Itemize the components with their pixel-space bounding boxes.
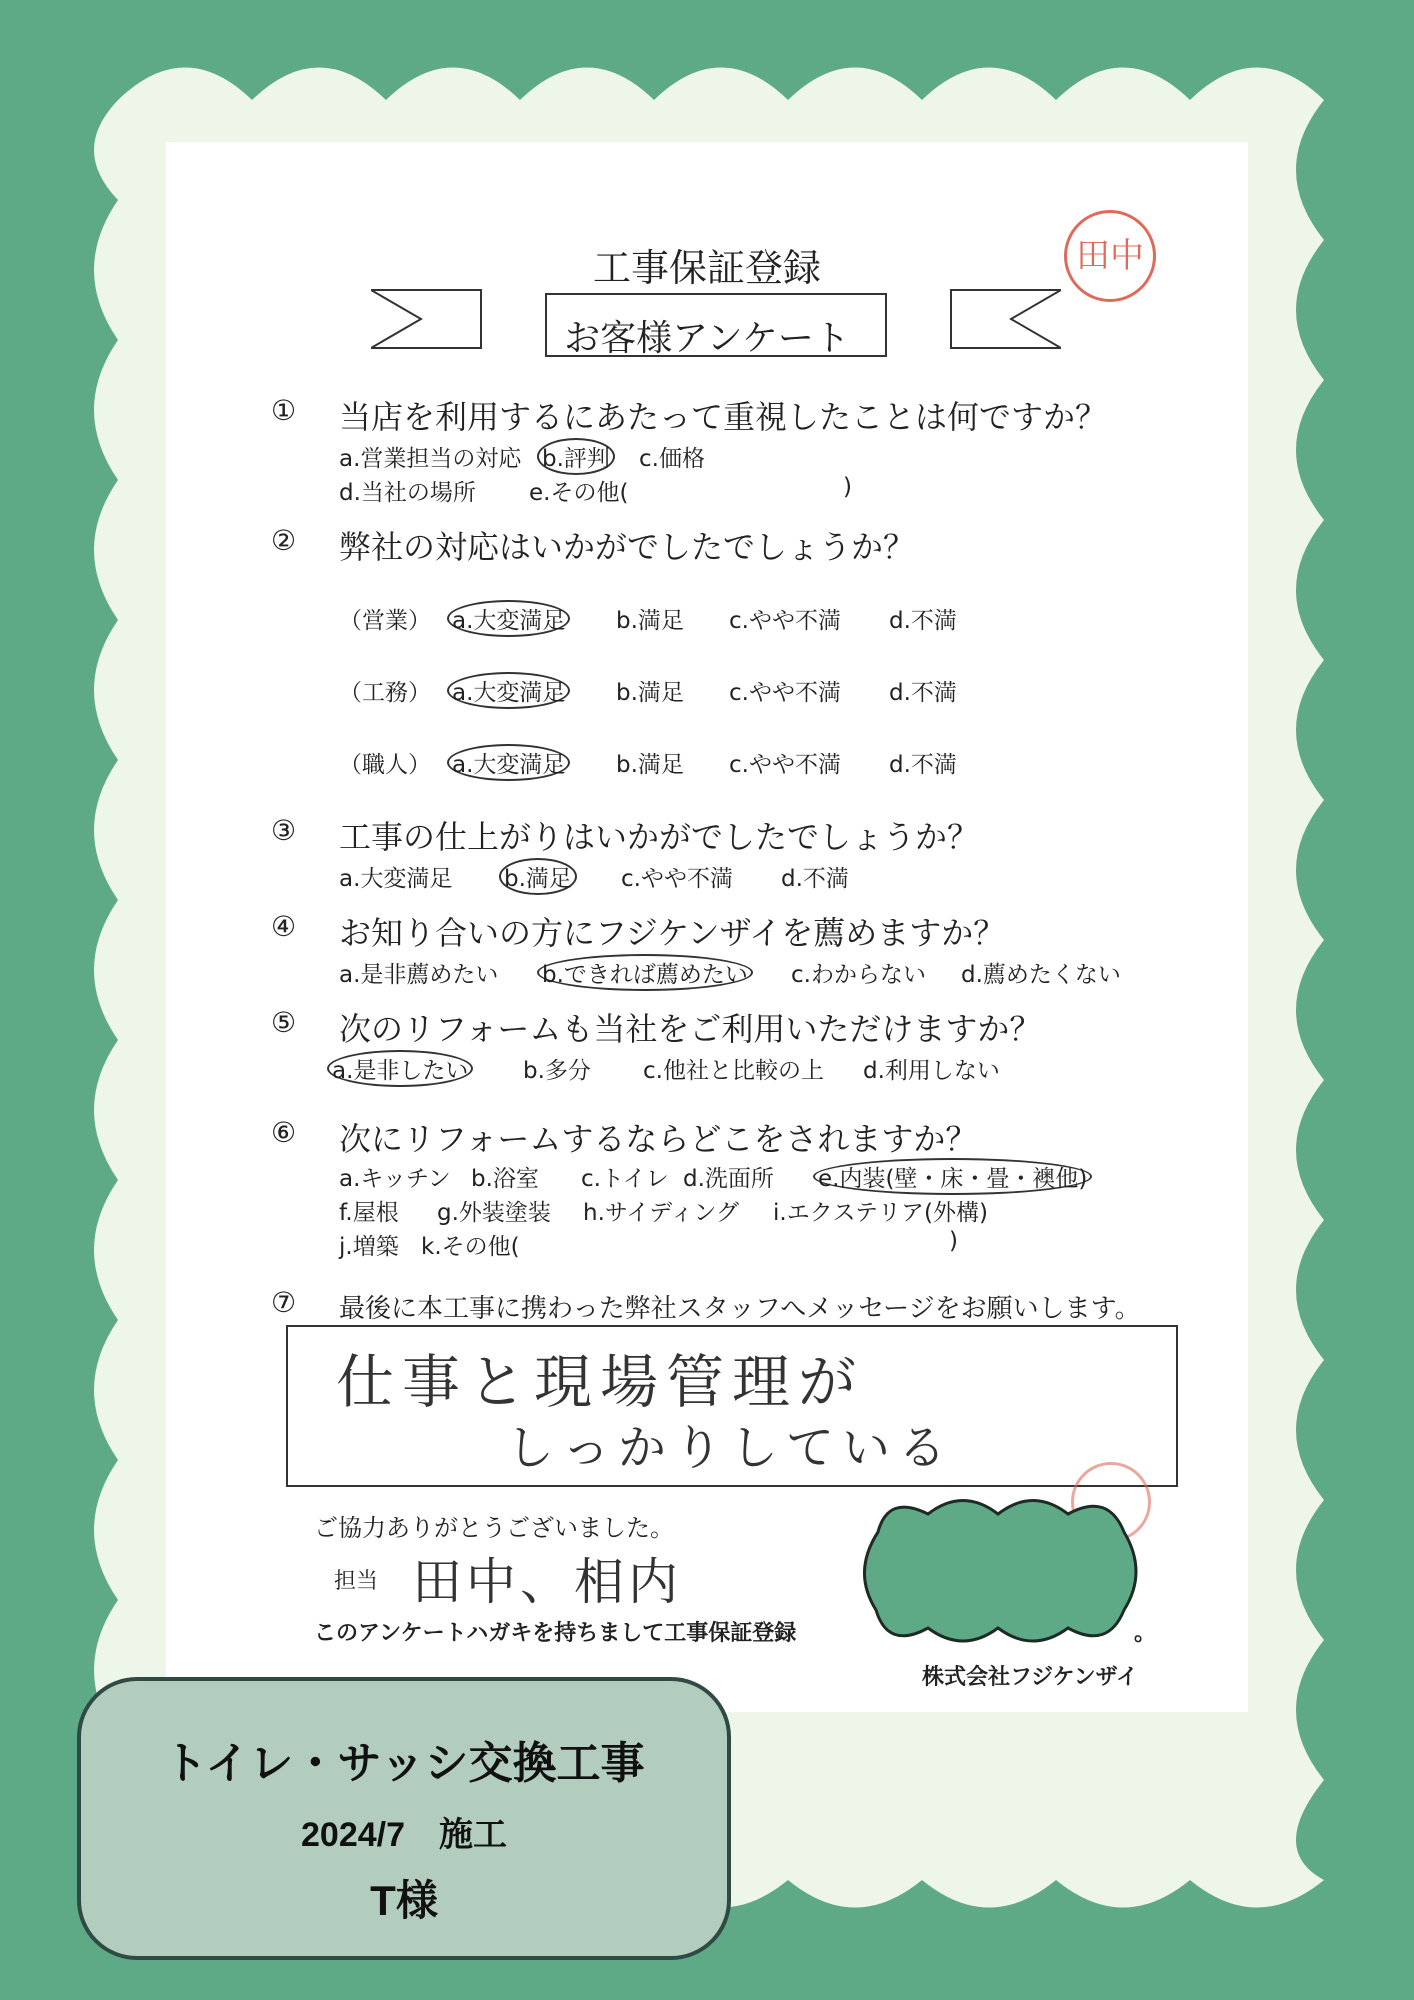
q1-option-b[interactable]: b.評判: [537, 438, 615, 475]
q6-text: 次にリフォームするならどこをされますか？: [339, 1120, 978, 1158]
staff-label: 担当: [334, 1569, 379, 1594]
q1-option-e-close: ): [843, 474, 852, 500]
q6-option-d[interactable]: d.洗面所: [683, 1166, 774, 1192]
q5-text: 次のリフォームも当社をご利用いただけますか？: [339, 1010, 1042, 1048]
q3-option-b[interactable]: b.満足: [499, 858, 577, 895]
q2-number: ②: [271, 524, 297, 557]
q5-option-c[interactable]: c.他社と比較の上: [643, 1058, 824, 1084]
q1-text: 当店を利用するにあたって重視したことは何ですか？: [339, 398, 1108, 436]
q2-row3-option-a[interactable]: a.大変満足: [447, 744, 570, 781]
q1-option-c[interactable]: c.価格: [639, 446, 705, 472]
q2-row1-option-c[interactable]: c.やや不満: [729, 608, 841, 634]
q2-row3-option-b[interactable]: b.満足: [616, 752, 684, 778]
q2-row2-option-d[interactable]: d.不満: [889, 680, 957, 706]
q3-option-d[interactable]: d.不満: [781, 866, 849, 892]
q4-option-c[interactable]: c.わからない: [791, 962, 926, 988]
q2-row1-option-a[interactable]: a.大変満足: [447, 600, 570, 637]
redaction-cloud: [858, 1492, 1142, 1650]
name-stamp: 田中: [1064, 210, 1156, 302]
q6-option-k-close: ): [949, 1228, 958, 1254]
q1-number: ①: [271, 394, 297, 427]
q2-row-label: （営業）: [339, 608, 431, 634]
q5-option-b[interactable]: b.多分: [523, 1058, 591, 1084]
q3-option-c[interactable]: c.やや不満: [621, 866, 733, 892]
q4-option-d[interactable]: d.薦めたくない: [961, 962, 1121, 988]
q2-row1-option-d[interactable]: d.不満: [889, 608, 957, 634]
q6-option-b[interactable]: b.浴室: [471, 1166, 539, 1192]
q2-row1-option-b[interactable]: b.満足: [616, 608, 684, 634]
footer-note: このアンケートハガキを持ちまして工事保証登録: [314, 1621, 797, 1646]
staff-signature: 田中、相内: [412, 1553, 682, 1611]
customer-name: T様: [370, 1877, 438, 1924]
q2-text: 弊社の対応はいかがでしたでしょうか？: [339, 528, 916, 566]
q6-option-h[interactable]: h.サイディング: [583, 1200, 739, 1226]
q6-option-e[interactable]: e.内装(壁・床・畳・襖他): [813, 1158, 1092, 1195]
q5-number: ⑤: [271, 1006, 297, 1039]
survey-subtitle: お客様アンケート: [564, 318, 850, 359]
project-date: 2024/7 施工: [301, 1816, 507, 1854]
survey-title: 工事保証登録: [592, 246, 821, 290]
q7-number: ⑦: [271, 1286, 297, 1319]
handwritten-message-line2: しっかりしている: [506, 1420, 955, 1476]
q7-text: 最後に本工事に携わった弊社スタッフへメッセージをお願いします。: [339, 1294, 1141, 1324]
q2-row-label: （職人）: [339, 752, 431, 778]
q6-option-g[interactable]: g.外装塗装: [437, 1200, 551, 1226]
q5-option-d[interactable]: d.利用しない: [863, 1058, 1000, 1084]
q1-option-e[interactable]: e.その他(: [529, 480, 629, 506]
q4-option-a[interactable]: a.是非薦めたい: [339, 962, 499, 988]
q2-row2-option-b[interactable]: b.満足: [616, 680, 684, 706]
company-name: 株式会社フジケンザイ: [922, 1665, 1139, 1690]
q4-number: ④: [271, 910, 297, 943]
q2-row3-option-d[interactable]: d.不満: [889, 752, 957, 778]
thanks-text: ご協力ありがとうございました。: [314, 1514, 674, 1542]
q2-row-label: （工務）: [339, 680, 431, 706]
q6-number: ⑥: [271, 1116, 297, 1149]
q2-row2-option-c[interactable]: c.やや不満: [729, 680, 841, 706]
project-title: トイレ・サッシ交換工事: [163, 1739, 645, 1788]
q5-option-a[interactable]: a.是非したい: [327, 1050, 473, 1087]
q6-option-a[interactable]: a.キッチン: [339, 1166, 451, 1192]
q3-number: ③: [271, 814, 297, 847]
survey-card: [166, 142, 1248, 1712]
q6-option-j[interactable]: j.増築: [339, 1234, 399, 1260]
q6-option-i[interactable]: i.エクステリア(外構): [773, 1200, 988, 1226]
q3-text: 工事の仕上がりはいかがでしたでしょうか？: [339, 818, 980, 856]
project-info-panel: [77, 1677, 731, 1960]
q1-option-a[interactable]: a.営業担当の対応: [339, 446, 522, 472]
q2-row2-option-a[interactable]: a.大変満足: [447, 672, 570, 709]
q1-option-d[interactable]: d.当社の場所: [339, 480, 476, 506]
footer-note-end: 。: [1134, 1621, 1157, 1646]
q6-option-c[interactable]: c.トイレ: [581, 1166, 669, 1192]
q4-text: お知り合いの方にフジケンザイを薦めますか？: [339, 914, 1006, 952]
handwritten-message-line1: 仕事と現場管理が: [336, 1348, 865, 1416]
q4-option-b[interactable]: b.できれば薦めたい: [537, 954, 753, 991]
q6-option-f[interactable]: f.屋根: [339, 1200, 399, 1226]
message-box[interactable]: [286, 1325, 1178, 1487]
q2-row3-option-c[interactable]: c.やや不満: [729, 752, 841, 778]
q3-option-a[interactable]: a.大変満足: [339, 866, 453, 892]
q6-option-k[interactable]: k.その他(: [421, 1234, 520, 1260]
